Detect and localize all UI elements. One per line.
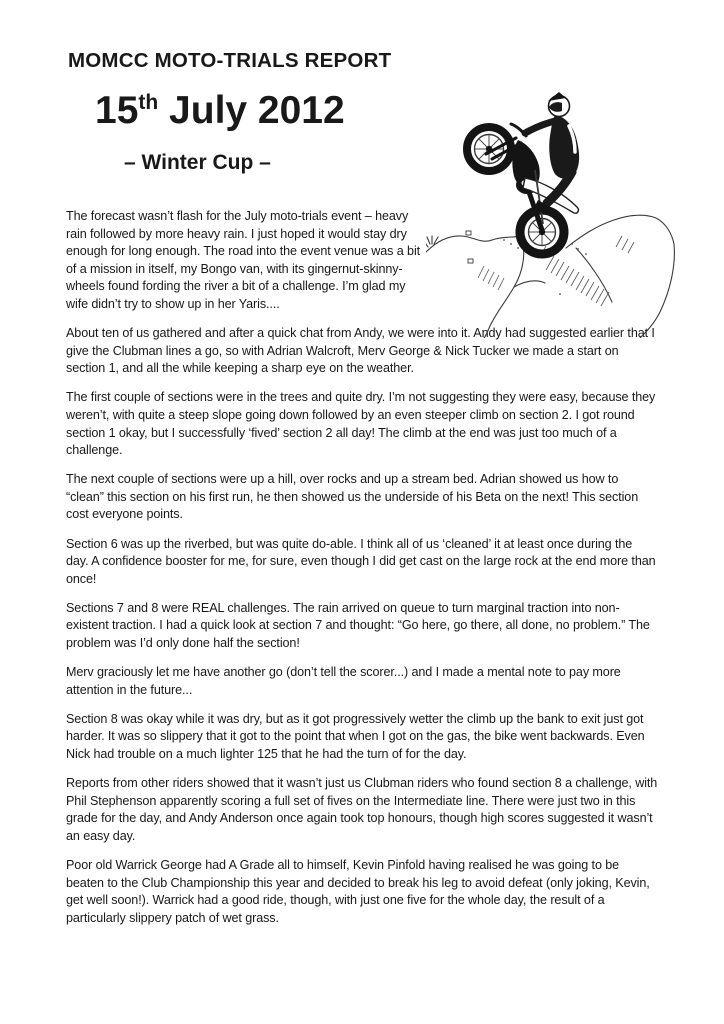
paragraph: Merv graciously let me have another go (don’t tell the scorer...) and I made a mental note to pay more attention in the future...	[66, 665, 621, 697]
paragraph: The next couple of sections were up a hill, over rocks and up a stream bed. Adrian showed us how to “clean” this section on his first run, he then showed us the underside of his Beta on the next! This section cost everyone points.	[66, 472, 639, 522]
trials-rider-sketch-svg	[426, 86, 724, 338]
paragraph: Poor old Warrick George had A Grade all to himself, Kevin Pinfold having realised he was going to be beaten to the Club Championship this year and decided to break his leg to avoid defeat (only joking, Kevin, get well soon!). Warrick had a good ride, though, with just one five for the whole day, the result of a particularly slippery patch of wet grass.	[66, 857, 650, 925]
paragraph: Section 6 was up the riverbed, but was quite do-able. I think all of us ‘cleaned’ it at least once during the day. A confidence booster for me, for sure, even though I did get cast on the large rock at the end more than once!	[66, 536, 656, 586]
rocks-outline	[426, 215, 674, 338]
paragraph: The first couple of sections were in the trees and quite dry. I’m not suggesting they were easy, because they weren’t, with quite a steep slope going down followed by an even steeper climb on section 2. I got round section 1 okay, but I successfully ‘fived’ section 2 all day! The climb at the end was just too much of a challenge.	[66, 390, 656, 458]
paragraph: Reports from other riders showed that it wasn’t just us Clubman riders who found section 8 a challenge, with Phil Stephenson apparently scoring a full set of fives on the Intermediate line. There were just two in this grade for the day, and Andy Anderson once again took top honours, though high scores suggested it wasn’t an easy day.	[66, 776, 658, 843]
paragraph: Section 8 was okay while it was dry, but as it got progressively wetter the climb up the bank to exit just got harder. It was so slippery that it got to the point that when I got on the gas, the bike went backwards. Even Nick had trouble on a much lighter 125 that he had the turn of for the day.	[66, 711, 645, 761]
paragraph: Sections 7 and 8 were REAL challenges. The rain arrived on queue to turn marginal traction into non-existent traction. I had a quick look at section 7 and thought: “Go here, go there, all done, no problem.” The problem was I’d only done half the section!	[66, 600, 650, 650]
report-subtitle: – Winter Cup –	[124, 151, 271, 174]
paragraph: The forecast wasn’t flash for the July moto-trials event – heavy rain followed by more heavy rain. I just hoped it would stay dry enough for long enough. The road into the event venue was a bit of a mission in itself, my Bongo van, with its gingernut-skinny-wheels found fording the river a bit of a challenge. I’m glad my wife didn’t try to show up in her Yaris....	[66, 209, 421, 311]
date-day: 15	[95, 89, 139, 132]
date-ordinal: th	[138, 91, 159, 114]
trials-rider-illustration	[426, 86, 724, 338]
report-title: MOMCC MOTO-TRIALS REPORT	[68, 49, 392, 72]
paragraph: About ten of us gathered and after a quick chat from Andy, we were into it. Andy had suggested earlier that I give the Clubman lines a go, so with Adrian Walcroft, Merv George & Nick Tucker we made a start on section 1, and all the while keeping a sharp eye on the weather.	[66, 326, 655, 376]
date-rest: July 2012	[158, 89, 345, 132]
